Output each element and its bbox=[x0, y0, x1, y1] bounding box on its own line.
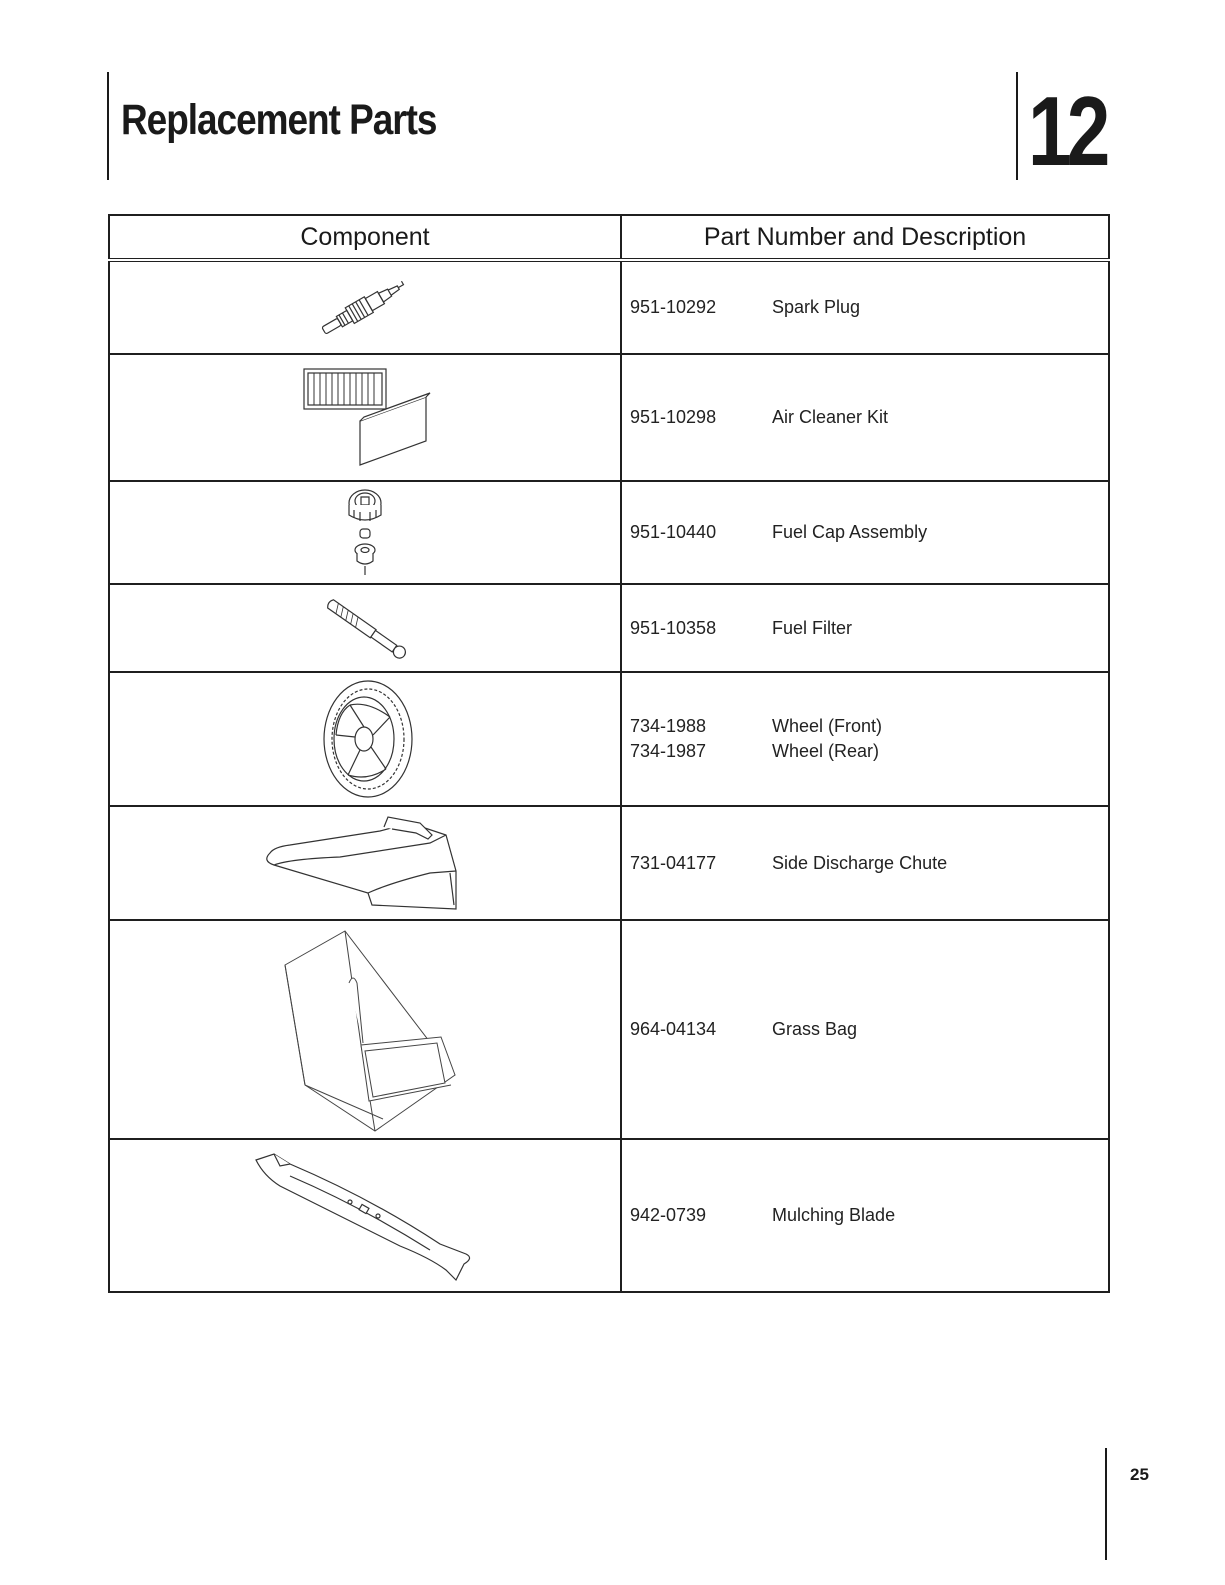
part-line bbox=[622, 1017, 1108, 1042]
chapter-number: 12 bbox=[1028, 76, 1106, 186]
part-description-cell bbox=[621, 672, 1109, 806]
part-description-cell bbox=[621, 920, 1109, 1139]
part-line bbox=[622, 616, 1108, 641]
chapter-rule bbox=[1016, 72, 1018, 180]
part-number: 942-0739 bbox=[630, 1205, 707, 1225]
table-row bbox=[109, 806, 1109, 920]
table-row bbox=[109, 260, 1109, 354]
table-header-row bbox=[109, 215, 1109, 260]
part-number: 734-1987 bbox=[630, 741, 707, 761]
spark-plug-icon bbox=[310, 273, 420, 343]
table-row bbox=[109, 584, 1109, 672]
side-discharge-chute-icon bbox=[260, 813, 470, 913]
part-line bbox=[622, 739, 1108, 764]
component-image-cell bbox=[109, 672, 621, 806]
part-line bbox=[622, 851, 1108, 876]
component-image-cell bbox=[109, 354, 621, 481]
part-description-cell bbox=[621, 806, 1109, 920]
column-header-part-number: Part Number and Description bbox=[621, 215, 1109, 260]
part-description-cell bbox=[621, 481, 1109, 584]
fuel-filter-icon bbox=[315, 595, 415, 661]
part-line bbox=[622, 405, 1108, 430]
column-header-component: Component bbox=[109, 215, 621, 260]
part-line bbox=[622, 714, 1108, 739]
part-number: 964-04134 bbox=[630, 1019, 717, 1039]
part-description: Air Cleaner Kit bbox=[772, 407, 889, 427]
title-rule bbox=[107, 72, 109, 180]
part-description-cell bbox=[621, 584, 1109, 672]
part-description-cell bbox=[621, 260, 1109, 354]
component-image-cell bbox=[109, 481, 621, 584]
part-description: Wheel (Rear) bbox=[772, 741, 880, 761]
table-row bbox=[109, 920, 1109, 1139]
part-description: Grass Bag bbox=[772, 1019, 858, 1039]
component-image-cell bbox=[109, 806, 621, 920]
part-number: 734-1988 bbox=[630, 716, 707, 736]
table-row bbox=[109, 481, 1109, 584]
part-description: Side Discharge Chute bbox=[772, 852, 948, 873]
part-number: 951-10292 bbox=[630, 297, 717, 317]
table-row bbox=[109, 672, 1109, 806]
part-description: Fuel Cap Assembly bbox=[772, 522, 928, 542]
component-image-cell bbox=[109, 920, 621, 1139]
part-description: Spark Plug bbox=[772, 297, 861, 317]
part-line bbox=[622, 295, 1108, 320]
mulching-blade-icon bbox=[250, 1146, 480, 1286]
component-image-cell bbox=[109, 584, 621, 672]
part-line bbox=[622, 1203, 1108, 1228]
part-description: Mulching Blade bbox=[772, 1205, 896, 1225]
page-number-rule bbox=[1105, 1448, 1107, 1560]
grass-bag-icon bbox=[265, 925, 465, 1135]
component-image-cell bbox=[109, 1139, 621, 1292]
page-title: Replacement Parts bbox=[121, 96, 437, 144]
component-image-cell bbox=[109, 260, 621, 354]
wheel-icon bbox=[310, 677, 420, 801]
part-description-cell bbox=[621, 1139, 1109, 1292]
fuel-cap-assembly-icon bbox=[345, 487, 385, 579]
part-line bbox=[622, 520, 1108, 545]
part-description-cell bbox=[621, 354, 1109, 481]
part-description: Fuel Filter bbox=[772, 617, 853, 638]
part-number: 731-04177 bbox=[630, 852, 717, 873]
table-row bbox=[109, 1139, 1109, 1292]
page-number: 25 bbox=[1130, 1465, 1149, 1484]
replacement-parts-table bbox=[108, 214, 1110, 1293]
part-number: 951-10298 bbox=[630, 407, 717, 427]
table-row bbox=[109, 354, 1109, 481]
part-number: 951-10440 bbox=[630, 522, 717, 542]
part-description: Wheel (Front) bbox=[772, 716, 883, 736]
air-cleaner-kit-icon bbox=[290, 363, 440, 473]
part-number: 951-10358 bbox=[630, 617, 717, 638]
